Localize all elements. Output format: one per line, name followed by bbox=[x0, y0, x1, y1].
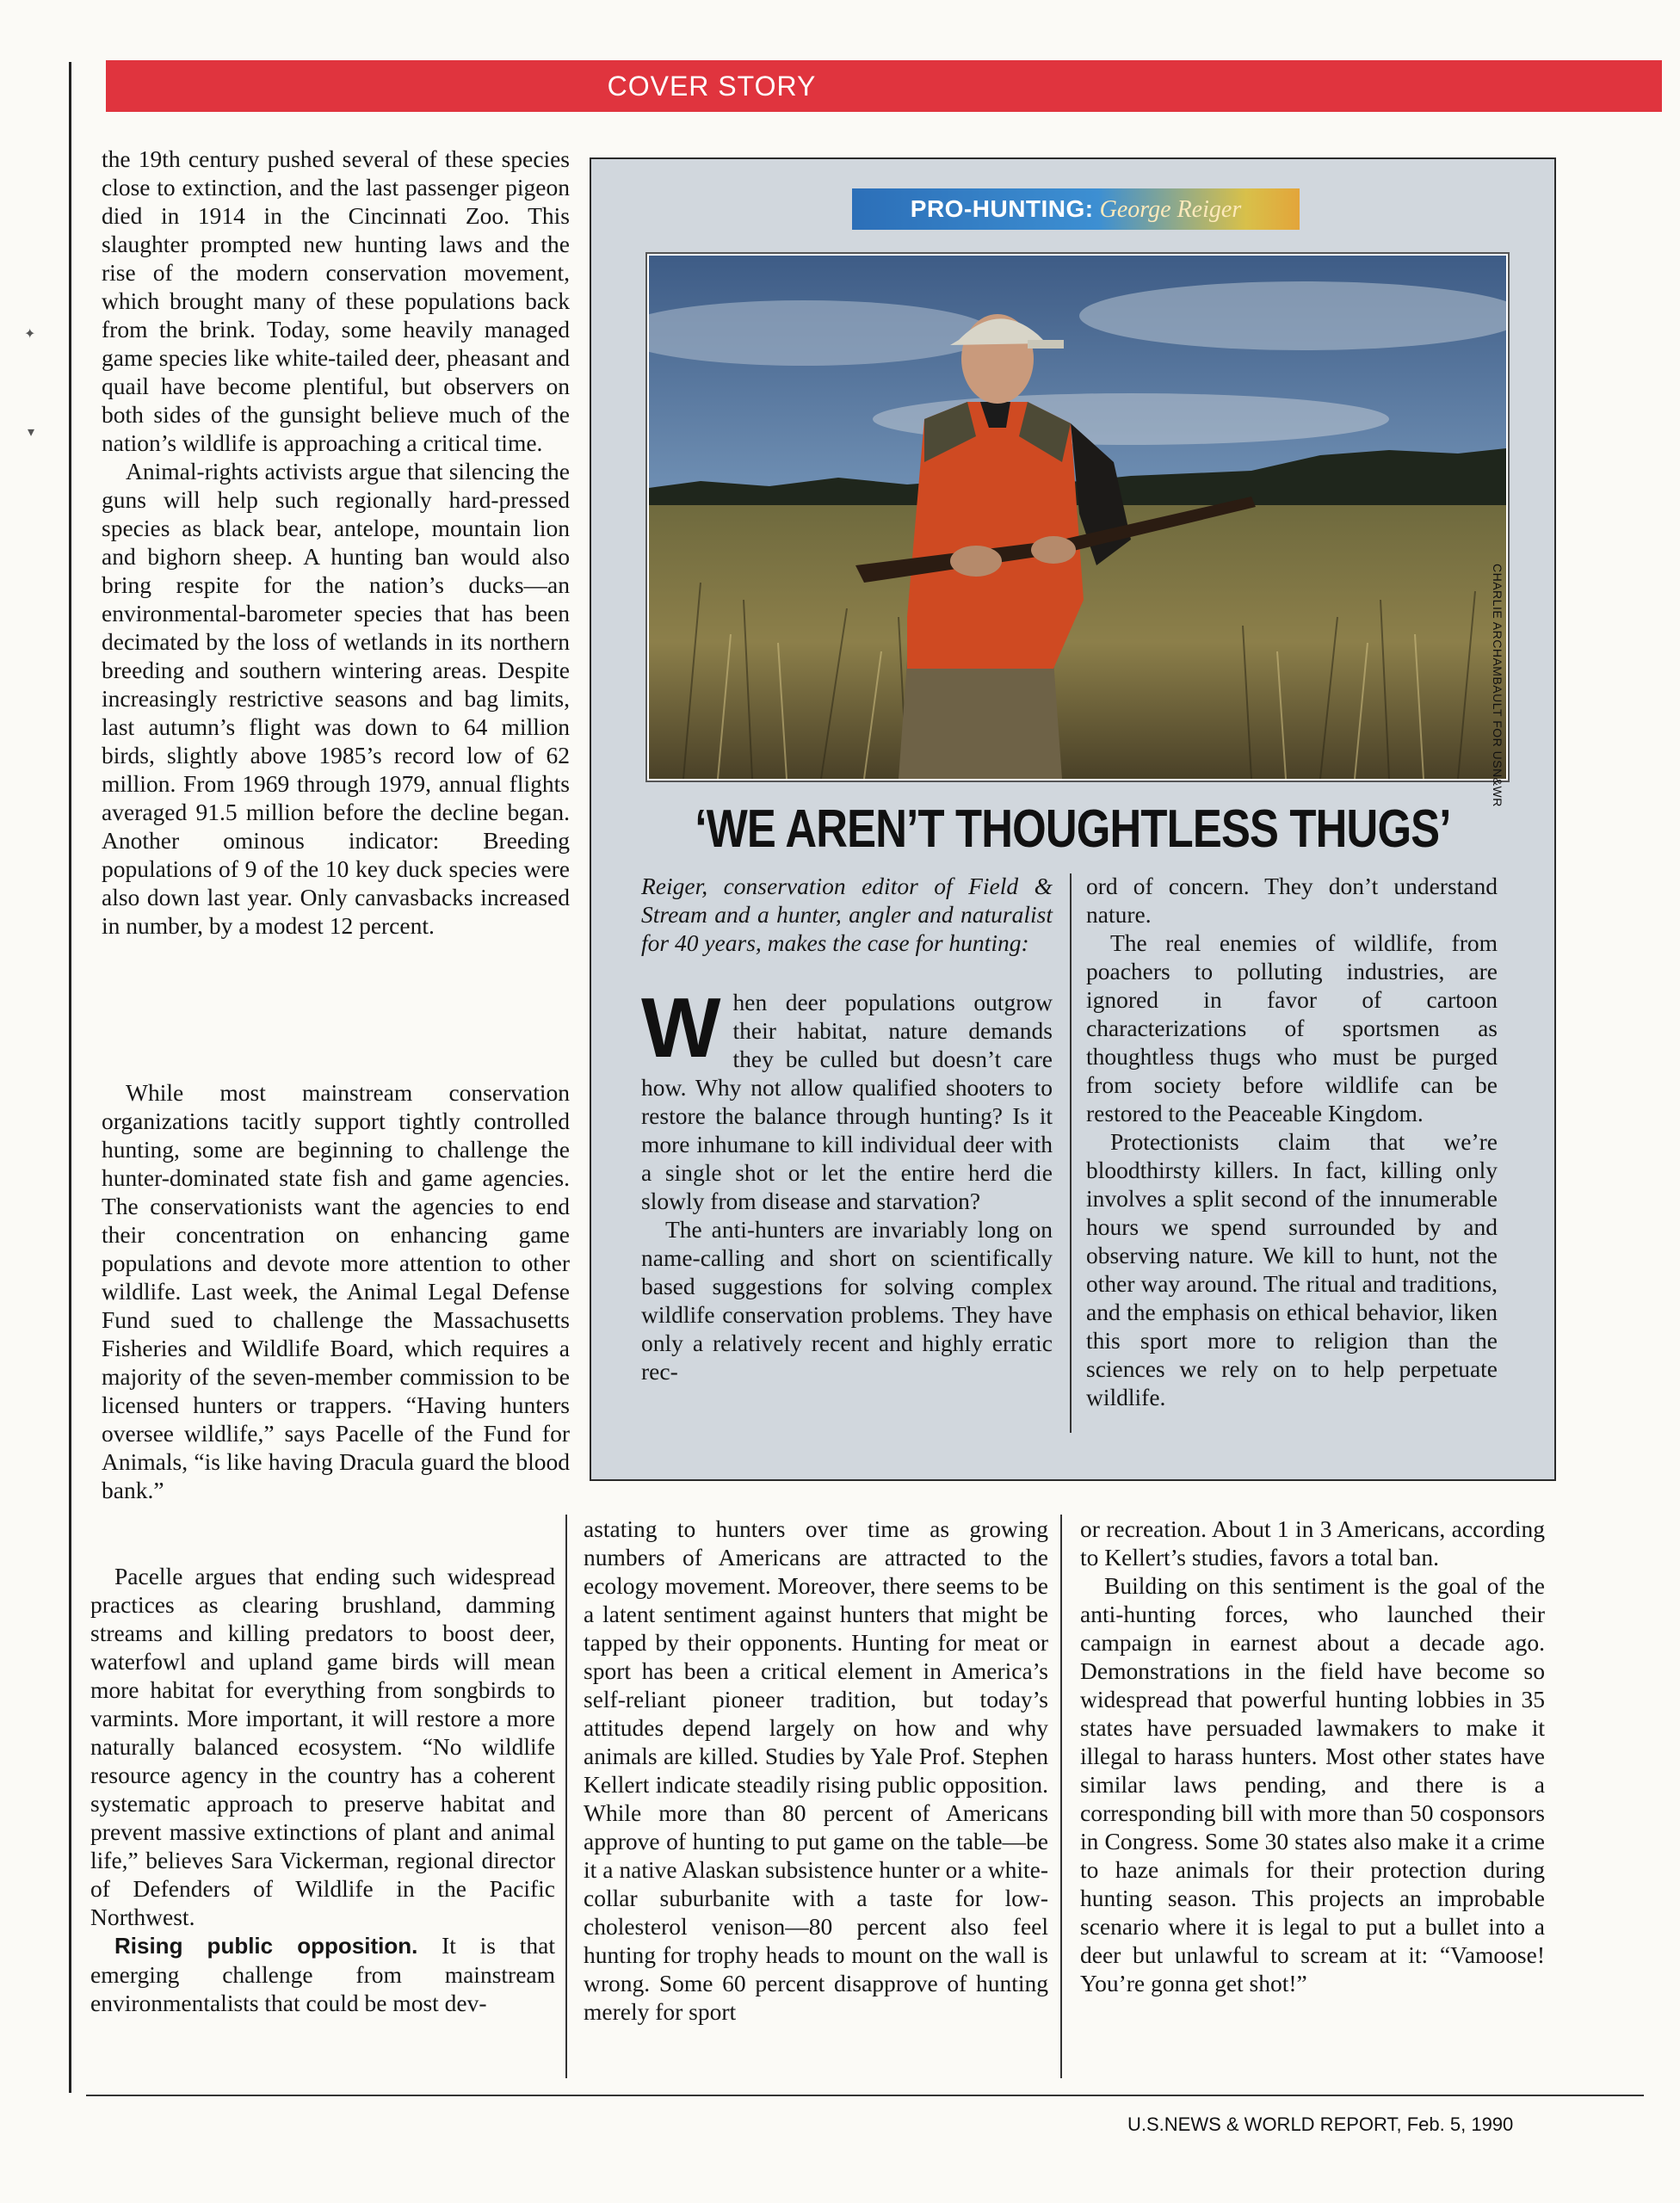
middle-column bbox=[584, 1515, 1048, 2026]
body-paragraph: or recreation. About 1 in 3 Americans, according to Kellert’s studies, favors a total ban. bbox=[1080, 1515, 1545, 1570]
body-paragraph: Building on this sentiment is the goal of the anti-hunting forces, who launched their campaign in earnest about a decade ago. Demonstrations in the field have become so widespread that powerful hunting lobbies in 35 states have persuaded lawmakers to make it illegal to harass hunters. Most other states have similar laws pending, and there is a corresponding bill with more than 50 cosponsors in Congress. Some 30 states also make it a crime to haze animals for their protection during hunting season. This projects an improbable scenario where it is legal to put a bullet into a deer but unlawful to scream at it: “Vamoose! You’re gonna get shot!” bbox=[1080, 1572, 1545, 1996]
sidebar-column-divider bbox=[1070, 873, 1072, 1433]
sidebar-paragraph: hen deer populations outgrow their habitat, nature demands they be culled but doesn’t care how. Why not allow qualified shooters to restore the balance through hunting? Is it more inhumane to kill individual deer with a single shot or let the entire herd die slowly from disease and starvation? bbox=[641, 989, 1053, 1214]
column-divider bbox=[1060, 1515, 1062, 2078]
column-divider bbox=[565, 1515, 567, 2078]
left-column bbox=[102, 145, 570, 940]
hunter-photo bbox=[647, 254, 1508, 781]
drop-cap: W bbox=[641, 980, 721, 1075]
sidebar-intro: Reiger, conservation editor of Field & Stream and a hunter, angler and naturalist for 40 years, makes the case for hunting: bbox=[641, 873, 1053, 956]
sidebar-label bbox=[852, 188, 1300, 230]
sidebar-paragraph: The anti-hunters are invariably long on name-calling and short on scientifically based suggestions for solving complex wildlife conservation problems. They have only a relatively recent and highly erratic rec- bbox=[641, 1216, 1053, 1385]
left-margin-rule bbox=[69, 62, 71, 2093]
sidebar-column-2 bbox=[1086, 872, 1498, 1411]
sidebar-label-bold: PRO-HUNTING: bbox=[910, 195, 1094, 222]
sidebar-paragraph: The real enemies of wildlife, from poachers to polluting industries, are ignored in favor of cartoon characterizations of sportsmen as thoughtless thugs who must be purged from society before wildlife can be restored to the Peaceable Kingdom. bbox=[1086, 929, 1498, 1126]
publication-line: U.S.NEWS & WORLD REPORT, Feb. 5, 1990 bbox=[1127, 2114, 1514, 2135]
left-column-continued bbox=[102, 1078, 570, 1504]
sidebar-label-name: George Reiger bbox=[1099, 196, 1242, 223]
photo-credit: CHARLIE ARCHAMBAULT FOR USN&WR bbox=[1491, 564, 1504, 807]
sidebar-paragraph: Protectionists claim that we’re bloodthirsty killers. In fact, killing only involves a split second of the innumerable hours we spend surrounded by and observing nature. We kill to hunt, not the other way around. The ritual and traditions, and the emphasis on ethical behavior, liken this sport more to religion than the sciences we rely on to help perpetuate wildlife. bbox=[1086, 1128, 1498, 1410]
section-banner bbox=[106, 60, 1662, 112]
right-column bbox=[1080, 1515, 1545, 1997]
left-column-bottom bbox=[90, 1562, 555, 2017]
sidebar-paragraph: ord of concern. They don’t understand nature. bbox=[1086, 873, 1498, 928]
margin-mark-icon: ▾ bbox=[28, 425, 35, 440]
section-label: COVER STORY bbox=[607, 71, 817, 102]
body-paragraph: the 19th century pushed several of these species close to extinction, and the last passenger pigeon died in 1914 in the Cincinnati Zoo. This slaughter prompted new hunting laws and the rise of the modern conservation movement, which brought many of these populations back from the brink. Today, some heavily managed game species like white-tailed deer, pheasant and quail have become plentiful, but observers on both sides of the gunsight believe much of the nation’s wildlife is approaching a critical time. bbox=[102, 145, 570, 456]
run-in-subhead: Rising public opposition. bbox=[114, 1933, 418, 1959]
sidebar-headline: ‘WE AREN’T THOUGHTLESS THUGS’ bbox=[695, 799, 1451, 859]
hunter-photo-illustration bbox=[649, 256, 1506, 779]
footer-rule bbox=[86, 2095, 1644, 2096]
body-paragraph: While most mainstream conservation organizations tacitly support tightly controlled hunting, some are beginning to challenge the hunter-dominated state fish and game agencies. The conservationists want the agencies to end their concentration on enhancing game populations and devote more attention to other wildlife. Last week, the Animal Legal Defense Fund sued to challenge the Massachusetts Fisheries and Wildlife Board, which requires a majority of the seven-member commission to be licensed hunters or trappers. “Having hunters oversee wildlife,” says Pacelle of the Fund for Animals, “is like having Dracula guard the blood bank.” bbox=[102, 1079, 570, 1503]
sidebar-column-1 bbox=[641, 872, 1053, 1385]
body-paragraph: Pacelle argues that ending such widespread practices as clearing brushland, damming streams and killing predators to boost deer, waterfowl and upland game birds will mean more habitat for everything from songbirds to varmints. More important, it will restore a more naturally balanced ecosystem. “No wildlife resource agency in the country has a coherent systematic approach to preserve habitat and prevent massive extinctions of plant and animal life,” believes Sara Vickerman, regional director of Defenders of Wildlife in the Pacific Northwest. bbox=[90, 1563, 555, 1930]
body-text: It is that emerging challenge from mainstream environmentalists that could be most dev- bbox=[90, 1932, 555, 2016]
body-paragraph: Animal-rights activists argue that silencing the guns will help such regionally hard-pressed species as black bear, antelope, mountain lion and bighorn sheep. A hunting ban would also bring respite for the nation’s ducks—an environmental-barometer species that has been decimated by the loss of wetlands in its northern breeding and southern wintering areas. Despite increasingly restrictive seasons and bag limits, last autumn’s flight was down to 64 million birds, slightly above 1985’s record low of 62 million. From 1969 through 1979, annual flights averaged 91.5 million before the decline began. Another ominous indicator: Breeding populations of 9 of the 10 key duck species were also down last year. Only canvasbacks increased in number, by a modest 12 percent. bbox=[102, 458, 570, 939]
body-paragraph: astating to hunters over time as growing numbers of Americans are attracted to the ecology movement. Moreover, there seems to be a latent sentiment against hunters that might be tapped by their opponents. Hunting for meat or sport has been a critical element in America’s self-reliant pioneer tradition, but today’s attitudes depend largely on how and why animals are killed. Studies by Yale Prof. Stephen Kellert indicate steadily rising public opposition. While more than 80 percent of Americans approve of hunting to put game on the table—be it a native Alaskan subsistence hunter or a white-collar suburbanite with a taste for low-cholesterol venison—80 percent also feel hunting for trophy heads to mount on the wall is wrong. Some 60 percent disapprove of hunting merely for sport bbox=[584, 1515, 1048, 2025]
margin-mark-icon: ✦ bbox=[24, 327, 36, 342]
